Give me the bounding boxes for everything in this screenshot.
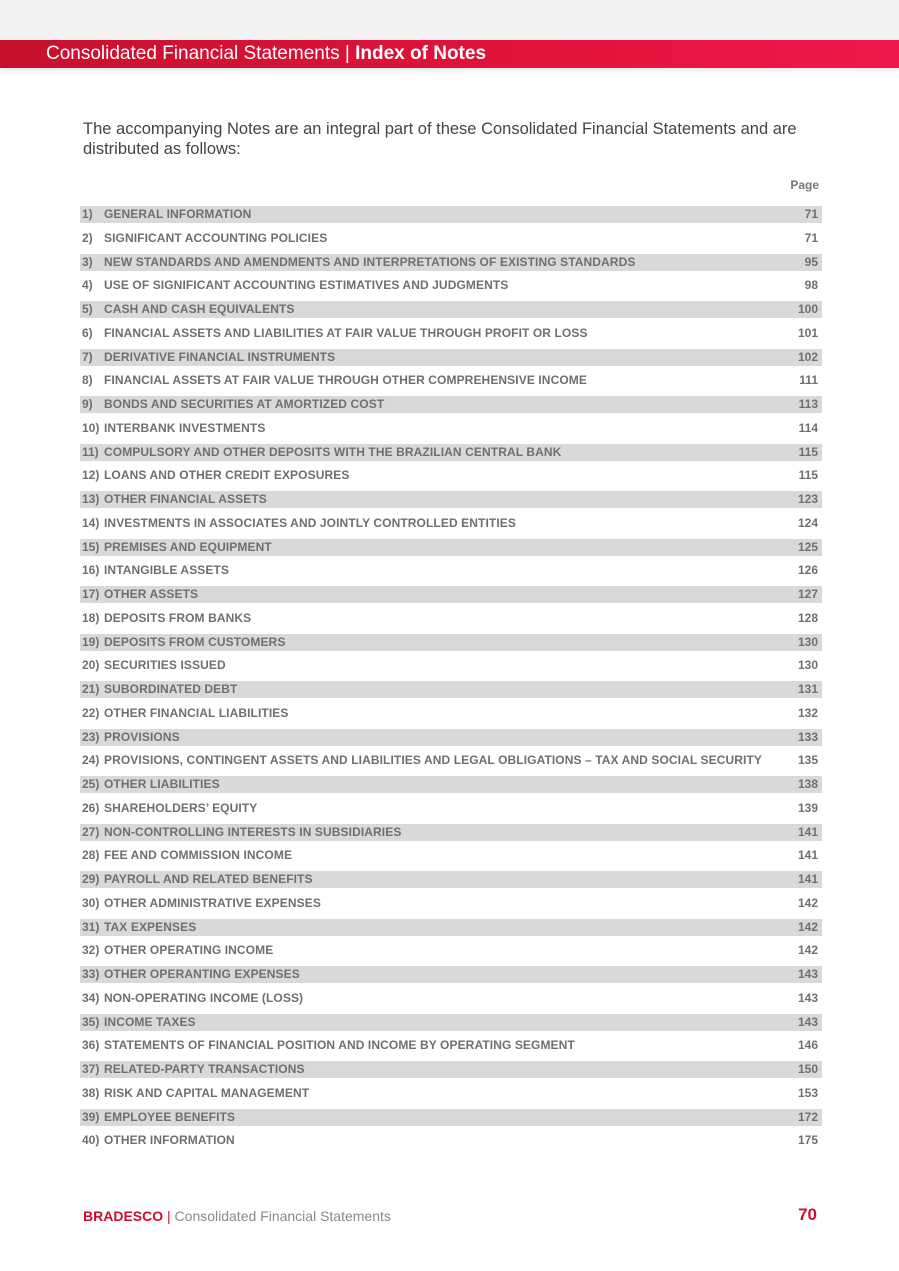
toc-row [80,847,822,864]
toc-row [80,1109,822,1126]
toc-row [80,467,822,484]
toc-note-number: 15) [82,539,100,554]
toc-row [80,420,822,437]
toc-page-number: 126 [797,563,818,578]
toc-note-number: 37) [82,1062,100,1076]
toc-row [80,657,822,674]
toc-note-title: INTANGIBLE ASSETS [104,563,230,578]
toc-row [80,990,822,1007]
toc-note-title: OTHER ASSETS [104,587,199,601]
header-title-plain: Consolidated Financial Statements [46,43,340,64]
toc-row [80,206,822,223]
toc-row [80,1037,822,1054]
toc-note-number: 34) [82,990,100,1005]
toc-note-title: SIGNIFICANT ACCOUNTING POLICIES [104,230,328,245]
footer-text: Consolidated Financial Statements [174,1208,391,1224]
toc-page-number: 100 [797,302,818,316]
section-header-banner [0,40,899,68]
toc-page-number: 115 [798,468,818,483]
toc-row [80,729,822,746]
toc-note-title: OTHER LIABILITIES [104,777,220,791]
toc-page-number: 102 [797,349,818,364]
toc-page-number: 172 [797,1109,818,1124]
toc-row [80,824,822,841]
footer-separator: | [167,1208,171,1224]
toc-row [80,752,822,769]
toc-page-number: 153 [797,1085,818,1100]
toc-page-number: 124 [797,515,818,530]
footer [83,1208,391,1224]
toc-note-title: INCOME TAXES [104,1014,196,1029]
toc-page-number: 141 [797,872,818,886]
toc-note-number: 10) [82,420,100,435]
toc-note-title: SUBORDINATED DEBT [104,682,238,696]
toc-page-number: 113 [798,397,818,411]
toc-row [80,562,822,579]
toc-note-number: 20) [82,658,100,673]
toc-note-title: OTHER INFORMATION [104,1133,235,1148]
toc-page-number: 98 [804,278,818,293]
toc-note-number: 18) [82,610,100,625]
toc-note-title: USE OF SIGNIFICANT ACCOUNTING ESTIMATIVES AND JUDGMENTS [104,278,509,293]
toc-note-title: BONDS AND SECURITIES AT AMORTIZED COST [104,397,385,411]
toc-note-number: 11) [82,444,99,459]
toc-note-number: 30) [82,895,100,910]
toc-note-title: PREMISES AND EQUIPMENT [104,539,272,554]
toc-note-number: 17) [82,587,100,601]
toc-note-number: 9) [82,397,93,411]
section-header-title [46,40,486,68]
toc-page-number: 71 [804,230,818,245]
toc-note-title: NEW STANDARDS AND AMENDMENTS AND INTERPRETATIONS OF EXISTING STANDARDS [104,254,636,269]
toc-page-number: 175 [797,1133,818,1148]
toc-note-number: 39) [82,1109,100,1124]
toc-row [80,325,822,342]
toc-note-title: FEE AND COMMISSION INCOME [104,848,293,863]
toc-row [80,705,822,722]
toc-row [80,610,822,627]
toc-note-title: DERIVATIVE FINANCIAL INSTRUMENTS [104,349,336,364]
toc-row [80,230,822,247]
toc-page-number: 128 [797,610,818,625]
toc-row [80,634,822,651]
toc-page-number: 138 [797,777,818,791]
toc-note-number: 40) [82,1133,100,1148]
notes-index-list [80,206,822,1156]
toc-note-number: 28) [82,848,100,863]
toc-note-title: OTHER FINANCIAL ASSETS [104,492,267,506]
toc-note-title: OTHER OPERATING INCOME [104,943,274,958]
toc-row [80,1132,822,1149]
intro-paragraph: The accompanying Notes are an integral part of these Consolidated Financial Statements and are distributed as follows: [83,120,797,158]
toc-note-title: FINANCIAL ASSETS AND LIABILITIES AT FAIR VALUE THROUGH PROFIT OR LOSS [104,325,588,340]
toc-row [80,681,822,698]
toc-page-number: 141 [797,824,818,839]
toc-note-title: DEPOSITS FROM BANKS [104,610,252,625]
toc-page-number: 132 [797,705,818,720]
toc-row [80,1085,822,1102]
toc-row [80,396,822,413]
footer-page-number: 70 [798,1205,817,1224]
toc-row [80,515,822,532]
toc-note-title: DEPOSITS FROM CUSTOMERS [104,634,286,649]
toc-page-number: 101 [797,325,818,340]
toc-note-number: 7) [82,349,93,364]
toc-note-number: 26) [82,800,100,815]
toc-note-title: CASH AND CASH EQUIVALENTS [104,302,295,316]
toc-note-number: 24) [82,753,100,768]
toc-page-number: 142 [797,943,818,958]
page-column-label: Page [790,178,819,192]
toc-row [80,444,822,461]
toc-row [80,1061,822,1078]
toc-page-number: 135 [797,753,818,768]
toc-row [80,776,822,793]
toc-row [80,895,822,912]
toc-page-number: 71 [804,207,818,221]
toc-row [80,871,822,888]
toc-note-number: 19) [82,634,100,649]
toc-note-title: SECURITIES ISSUED [104,658,226,673]
toc-note-number: 35) [82,1014,100,1029]
toc-page-number: 111 [799,373,818,388]
toc-page-number: 139 [797,800,818,815]
toc-note-number: 8) [82,373,93,388]
toc-row [80,539,822,556]
toc-note-title: NON-CONTROLLING INTERESTS IN SUBSIDIARIES [104,824,402,839]
top-margin-band [0,0,899,40]
toc-page-number: 143 [797,967,818,981]
toc-page-number: 143 [797,1014,818,1029]
footer-brand: BRADESCO [83,1208,164,1224]
toc-note-number: 31) [82,919,100,934]
toc-page-number: 131 [797,682,818,696]
toc-row [80,254,822,271]
toc-row [80,1014,822,1031]
toc-page-number: 95 [804,254,818,269]
toc-note-number: 6) [82,325,93,340]
toc-row [80,800,822,817]
toc-row [80,372,822,389]
toc-note-number: 2) [82,230,93,245]
toc-note-title: PROVISIONS [104,729,180,744]
toc-note-number: 21) [82,682,100,696]
toc-note-title: GENERAL INFORMATION [104,207,252,221]
toc-page-number: 127 [797,587,818,601]
toc-note-number: 12) [82,468,100,483]
toc-note-number: 3) [82,254,93,269]
toc-page-number: 141 [797,848,818,863]
toc-note-number: 13) [82,492,100,506]
toc-note-number: 25) [82,777,100,791]
toc-note-number: 38) [82,1085,100,1100]
toc-page-number: 142 [797,919,818,934]
toc-note-number: 4) [82,278,93,293]
toc-note-title: LOANS AND OTHER CREDIT EXPOSURES [104,468,350,483]
toc-note-title: STATEMENTS OF FINANCIAL POSITION AND INCOME BY OPERATING SEGMENT [104,1038,575,1053]
toc-note-number: 14) [82,515,100,530]
toc-note-title: OTHER OPERANTING EXPENSES [104,967,300,981]
toc-note-title: SHAREHOLDERS’ EQUITY [104,800,258,815]
toc-page-number: 115 [798,444,818,459]
toc-page-number: 133 [797,729,818,744]
toc-page-number: 114 [798,420,818,435]
toc-note-title: RELATED-PARTY TRANSACTIONS [104,1062,305,1076]
toc-note-title: OTHER ADMINISTRATIVE EXPENSES [104,895,321,910]
toc-note-title: NON-OPERATING INCOME (LOSS) [104,990,304,1005]
toc-note-title: PAYROLL AND RELATED BENEFITS [104,872,313,886]
toc-row [80,349,822,366]
header-separator: | [344,43,350,64]
toc-page-number: 146 [797,1038,818,1053]
toc-page-number: 123 [797,492,818,506]
toc-note-title: EMPLOYEE BENEFITS [104,1109,236,1124]
toc-note-title: FINANCIAL ASSETS AT FAIR VALUE THROUGH OTHER COMPREHENSIVE INCOME [104,373,587,388]
toc-note-title: PROVISIONS, CONTINGENT ASSETS AND LIABILITIES AND LEGAL OBLIGATIONS – TAX AND SOCIAL SECURITY [104,753,763,768]
toc-note-title: OTHER FINANCIAL LIABILITIES [104,705,289,720]
toc-note-title: INTERBANK INVESTMENTS [104,420,266,435]
toc-note-number: 33) [82,967,100,981]
toc-note-number: 5) [82,302,93,316]
header-title-bold: Index of Notes [355,43,487,64]
toc-row [80,301,822,318]
toc-note-number: 23) [82,729,100,744]
toc-note-number: 32) [82,943,100,958]
toc-note-title: TAX EXPENSES [104,919,197,934]
toc-row [80,491,822,508]
toc-page-number: 130 [797,658,818,673]
toc-note-number: 29) [82,872,100,886]
toc-page-number: 143 [797,990,818,1005]
toc-note-number: 22) [82,705,100,720]
toc-note-number: 16) [82,563,100,578]
toc-row [80,277,822,294]
toc-page-number: 130 [797,634,818,649]
toc-note-title: INVESTMENTS IN ASSOCIATES AND JOINTLY CONTROLLED ENTITIES [104,515,516,530]
toc-row [80,942,822,959]
toc-row [80,966,822,983]
toc-note-title: COMPULSORY AND OTHER DEPOSITS WITH THE BRAZILIAN CENTRAL BANK [104,444,562,459]
toc-page-number: 150 [797,1062,818,1076]
toc-row [80,586,822,603]
toc-note-title: RISK AND CAPITAL MANAGEMENT [104,1085,310,1100]
toc-row [80,919,822,936]
toc-page-number: 125 [797,539,818,554]
toc-note-number: 36) [82,1038,100,1053]
toc-page-number: 142 [797,895,818,910]
toc-note-number: 27) [82,824,100,839]
toc-note-number: 1) [82,207,93,221]
